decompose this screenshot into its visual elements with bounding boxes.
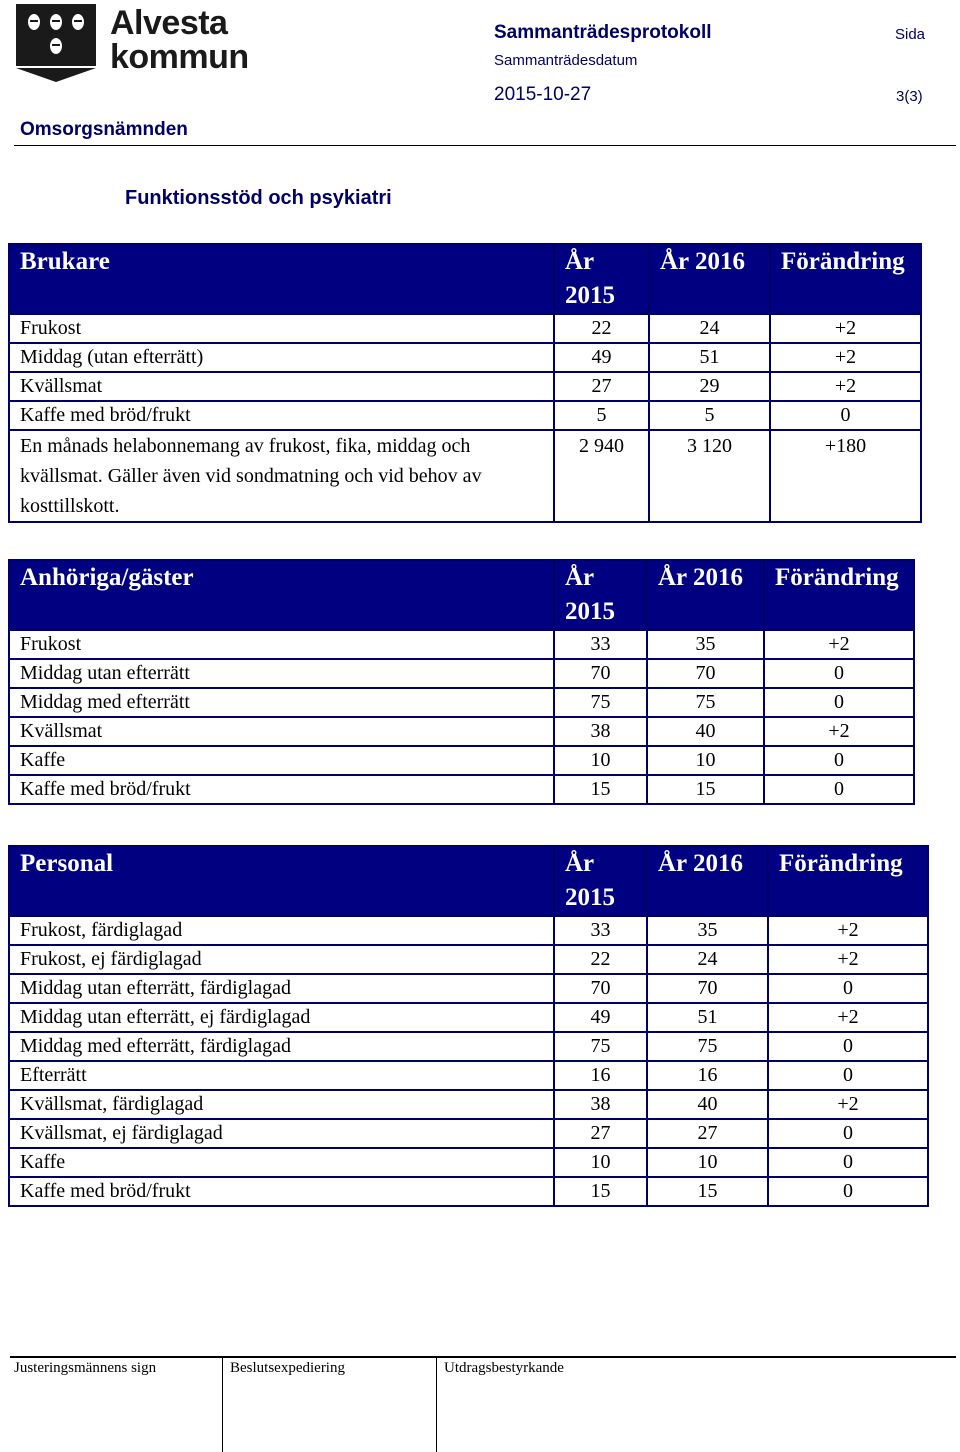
value-2015: 15 [554, 775, 647, 804]
value-2015: 10 [554, 1148, 647, 1177]
value-2015: 22 [554, 945, 647, 974]
table-row [9, 1119, 928, 1148]
logo-line-alvesta: Alvesta [110, 4, 228, 42]
header-cell-change: Förändring [764, 560, 914, 630]
header-cell-2015: År 2015 [554, 846, 647, 916]
value-2016: 10 [647, 1148, 768, 1177]
table-row [9, 343, 921, 372]
footer-sign-label: Justeringsmännens sign [14, 1360, 157, 1376]
value-2015: 75 [554, 688, 647, 717]
header-cell-category: Brukare [9, 244, 554, 314]
row-label: Middag med efterrätt, färdiglagad [9, 1032, 554, 1061]
document-title: Sammanträdesprotokoll [494, 22, 712, 43]
table-row [9, 1148, 928, 1177]
row-label: Frukost [9, 630, 554, 659]
row-label: Frukost, färdiglagad [9, 916, 554, 945]
value-2015: 33 [554, 916, 647, 945]
value-2016: 70 [647, 974, 768, 1003]
value-change: 0 [764, 659, 914, 688]
value-change: 0 [768, 1148, 928, 1177]
value-2016: 35 [647, 630, 764, 659]
table-header-row [9, 244, 921, 314]
section-title: Funktionsstöd och psykiatri [125, 187, 392, 209]
value-2016: 24 [647, 945, 768, 974]
value-change: +2 [768, 916, 928, 945]
row-label: Kvällsmat [9, 717, 554, 746]
meeting-date: 2015-10-27 [494, 84, 592, 105]
row-label: Kvällsmat, ej färdiglagad [9, 1119, 554, 1148]
table-row [9, 1061, 928, 1090]
value-2016: 29 [649, 372, 770, 401]
header-divider [14, 145, 956, 146]
value-change: +180 [770, 430, 921, 522]
value-change: +2 [764, 630, 914, 659]
table-row [9, 1090, 928, 1119]
value-change: +2 [770, 314, 921, 343]
value-2016: 51 [649, 343, 770, 372]
header-cell-2016: År 2016 [649, 244, 770, 314]
value-2016: 75 [647, 688, 764, 717]
table-row [9, 1177, 928, 1206]
row-label: Frukost, ej färdiglagad [9, 945, 554, 974]
value-change: +2 [770, 372, 921, 401]
header-cell-2015: År 2015 [554, 560, 647, 630]
header-cell-2015: År 2015 [554, 244, 649, 314]
logo-line-kommun: kommun [110, 38, 249, 76]
value-change: 0 [768, 974, 928, 1003]
table-row [9, 630, 914, 659]
value-2015: 70 [554, 659, 647, 688]
table-row [9, 688, 914, 717]
value-change: 0 [768, 1032, 928, 1061]
personal-table [8, 845, 929, 1207]
value-2016: 35 [647, 916, 768, 945]
header-cell-category: Personal [9, 846, 554, 916]
row-label: Kaffe [9, 1148, 554, 1177]
table-row [9, 717, 914, 746]
value-change: 0 [764, 775, 914, 804]
row-label: Middag med efterrätt [9, 688, 554, 717]
value-change: 0 [764, 746, 914, 775]
value-2016: 75 [647, 1032, 768, 1061]
bee-emblem-icon [14, 2, 100, 84]
value-2016: 27 [647, 1119, 768, 1148]
value-2015: 75 [554, 1032, 647, 1061]
value-change: +2 [768, 1003, 928, 1032]
value-2015: 15 [554, 1177, 647, 1206]
row-label: Middag utan efterrätt, ej färdiglagad [9, 1003, 554, 1032]
table-row [9, 746, 914, 775]
row-label: Middag (utan efterrätt) [9, 343, 554, 372]
table-row [9, 314, 921, 343]
signature-footer [10, 1356, 956, 1452]
value-2016: 10 [647, 746, 764, 775]
header-cell-category: Anhöriga/gäster [9, 560, 554, 630]
value-2016: 51 [647, 1003, 768, 1032]
value-change: 0 [768, 1061, 928, 1090]
value-2016: 40 [647, 717, 764, 746]
value-2015: 10 [554, 746, 647, 775]
value-2015: 70 [554, 974, 647, 1003]
value-change: 0 [768, 1177, 928, 1206]
value-2016: 70 [647, 659, 764, 688]
value-change: +2 [764, 717, 914, 746]
value-2015: 38 [554, 1090, 647, 1119]
alvesta-kommun-logo [14, 2, 254, 86]
value-2016: 40 [647, 1090, 768, 1119]
table-row [9, 430, 921, 522]
value-change: 0 [768, 1119, 928, 1148]
table-row [9, 659, 914, 688]
value-2015: 16 [554, 1061, 647, 1090]
value-2016: 5 [649, 401, 770, 430]
footer-column-divider [222, 1356, 223, 1452]
table-header-row [9, 560, 914, 630]
value-2016: 15 [647, 775, 764, 804]
row-label: Kvällsmat [9, 372, 554, 401]
row-label: Kvällsmat, färdiglagad [9, 1090, 554, 1119]
value-2015: 27 [554, 1119, 647, 1148]
row-label: Kaffe [9, 746, 554, 775]
anhoriga-gaster-table [8, 559, 915, 805]
row-label: Middag utan efterrätt [9, 659, 554, 688]
table-row [9, 775, 914, 804]
table-row [9, 401, 921, 430]
value-2015: 33 [554, 630, 647, 659]
page-label: Sida [895, 26, 926, 43]
value-2015: 2 940 [554, 430, 649, 522]
value-2015: 49 [554, 1003, 647, 1032]
value-2016: 3 120 [649, 430, 770, 522]
table-row [9, 372, 921, 401]
page-number: 3(3) [896, 88, 923, 105]
footer-utdrag-label: Utdragsbestyrkande [444, 1360, 564, 1376]
table-row [9, 1032, 928, 1061]
value-2015: 5 [554, 401, 649, 430]
header-cell-2016: År 2016 [647, 846, 768, 916]
table-row [9, 1003, 928, 1032]
header-cell-2016: År 2016 [647, 560, 764, 630]
value-2016: 16 [647, 1061, 768, 1090]
value-change: +2 [770, 343, 921, 372]
value-2016: 24 [649, 314, 770, 343]
value-change: 0 [764, 688, 914, 717]
table-row [9, 974, 928, 1003]
value-2015: 38 [554, 717, 647, 746]
footer-divider [10, 1356, 956, 1358]
table-row [9, 916, 928, 945]
table-row [9, 945, 928, 974]
value-change: +2 [768, 945, 928, 974]
table-header-row [9, 846, 928, 916]
value-change: +2 [768, 1090, 928, 1119]
meeting-date-label: Sammanträdesdatum [494, 52, 638, 69]
value-change: 0 [770, 401, 921, 430]
row-label: Efterrätt [9, 1061, 554, 1090]
value-2015: 22 [554, 314, 649, 343]
row-label: Middag utan efterrätt, färdiglagad [9, 974, 554, 1003]
header-cell-change: Förändring [770, 244, 921, 314]
footer-column-divider [436, 1356, 437, 1452]
header-cell-change: Förändring [768, 846, 928, 916]
value-2015: 49 [554, 343, 649, 372]
organisation-name: Omsorgsnämnden [20, 119, 188, 140]
row-label: Frukost [9, 314, 554, 343]
row-label: Kaffe med bröd/frukt [9, 401, 554, 430]
brukare-table [8, 243, 922, 523]
row-label: Kaffe med bröd/frukt [9, 1177, 554, 1206]
value-2015: 27 [554, 372, 649, 401]
footer-expediering-label: Beslutsexpediering [230, 1360, 345, 1376]
row-label: Kaffe med bröd/frukt [9, 775, 554, 804]
row-label: En månads helabonnemang av frukost, fika, middag och kvällsmat. Gäller även vid sondmatning och vid behov av kosttillskott. [9, 430, 554, 522]
value-2016: 15 [647, 1177, 768, 1206]
